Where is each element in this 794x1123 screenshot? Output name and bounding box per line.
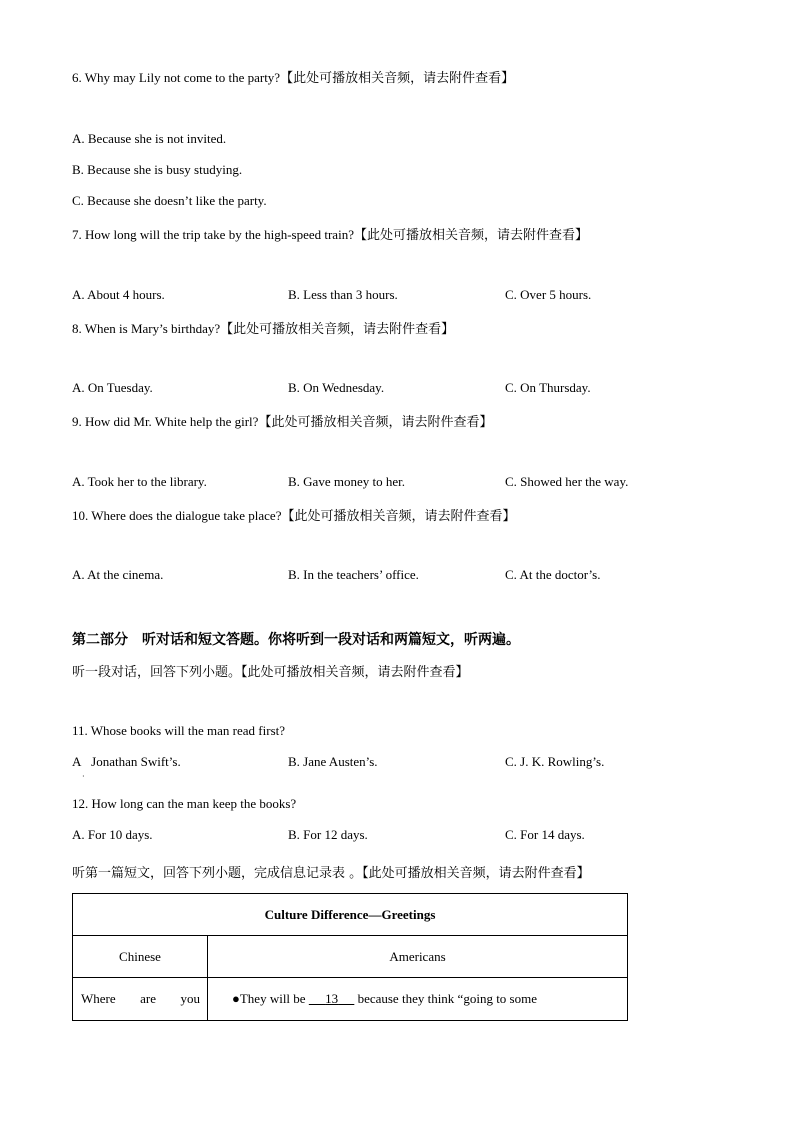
audio-note[interactable]: 【此处可播放相关音频，请去附件查看】 (258, 415, 493, 430)
q8-option-c: C. On Thursday. (505, 380, 591, 395)
audio-note[interactable]: 【此处可播放相关音频，请去附件查看】 (220, 322, 455, 337)
table-title: Culture Difference—Greetings (73, 894, 628, 936)
question-text: 6. Why may Lily not come to the party? (72, 70, 281, 85)
audio-note[interactable]: 【此处可播放相关音频，请去附件查看】 (281, 509, 516, 524)
q6-option-a: A. Because she is not invited. (72, 131, 227, 146)
q9-option-c: C. Showed her the way. (505, 474, 629, 489)
q8-option-a: A. On Tuesday. (72, 380, 153, 395)
q11-option-b: B. Jane Austen’s. (288, 754, 378, 769)
q7-option-c: C. Over 5 hours. (505, 287, 592, 302)
question-text: 7. How long will the trip take by the high-speed train? (72, 227, 354, 242)
table-cell-americans (208, 978, 628, 1021)
question-text: 8. When is Mary’s birthday? (72, 321, 221, 336)
q12-option-a: A. For 10 days. (72, 827, 153, 842)
col-header-americans: Americans (208, 936, 628, 978)
blank-number: 13 (325, 991, 339, 1006)
question-12: 12. How long can the man keep the books? (72, 796, 297, 811)
col-header-chinese: Chinese (73, 936, 208, 978)
q12-option-c: C. For 14 days. (505, 827, 585, 842)
passage-intro: 听第一篇短文，回答下列小题，完成信息记录表 。【此处可播放相关音频，请去附件查看】 (72, 866, 590, 881)
word: Where (81, 991, 116, 1006)
part-2-heading: 第二部分 听对话和短文答题。你将听到一段对话和两篇短文，听两遍。 (72, 632, 520, 648)
question-9 (72, 411, 492, 430)
question-10 (72, 505, 516, 524)
word: you (180, 991, 200, 1006)
word: are (140, 991, 156, 1006)
question-7 (72, 224, 588, 243)
question-6 (72, 67, 514, 86)
q8-option-b: B. On Wednesday. (288, 380, 385, 395)
q11-option-a (72, 754, 181, 770)
culture-difference-table (72, 893, 628, 1021)
q10-option-a: A. At the cinema. (72, 567, 164, 582)
q9-option-a: A. Took her to the library. (72, 474, 207, 489)
option-text: Jonathan Swift’s. (91, 754, 181, 769)
q9-option-b: B. Gave money to her. (288, 474, 405, 489)
q11-option-c: C. J. K. Rowling’s. (505, 754, 605, 769)
option-letter: A (72, 754, 82, 769)
dialogue-intro: 听一段对话，回答下列小题。【此处可播放相关音频，请去附件查看】 (72, 665, 469, 680)
audio-note[interactable]: 【此处可播放相关音频，请去附件查看】 (353, 228, 588, 243)
cell-text-prefix: ●They will be (232, 991, 309, 1006)
question-text: 9. How did Mr. White help the girl? (72, 414, 259, 429)
question-11: 11. Whose books will the man read first? (72, 723, 286, 738)
q10-option-c: C. At the doctor’s. (505, 567, 601, 582)
q6-option-c: C. Because she doesn’t like the party. (72, 193, 267, 208)
dot-mark: · (82, 772, 85, 781)
question-text: 10. Where does the dialogue take place? (72, 508, 282, 523)
cell-text-suffix: because they think “going to some (354, 991, 537, 1006)
question-8 (72, 318, 454, 337)
table-cell-chinese (73, 978, 208, 1021)
answer-blank-13[interactable] (309, 991, 355, 1006)
q7-option-a: A. About 4 hours. (72, 287, 165, 302)
q12-option-b: B. For 12 days. (288, 827, 368, 842)
q6-option-b: B. Because she is busy studying. (72, 162, 243, 177)
q10-option-b: B. In the teachers’ office. (288, 567, 419, 582)
audio-note[interactable]: 【此处可播放相关音频，请去附件查看】 (280, 71, 515, 86)
q7-option-b: B. Less than 3 hours. (288, 287, 398, 302)
